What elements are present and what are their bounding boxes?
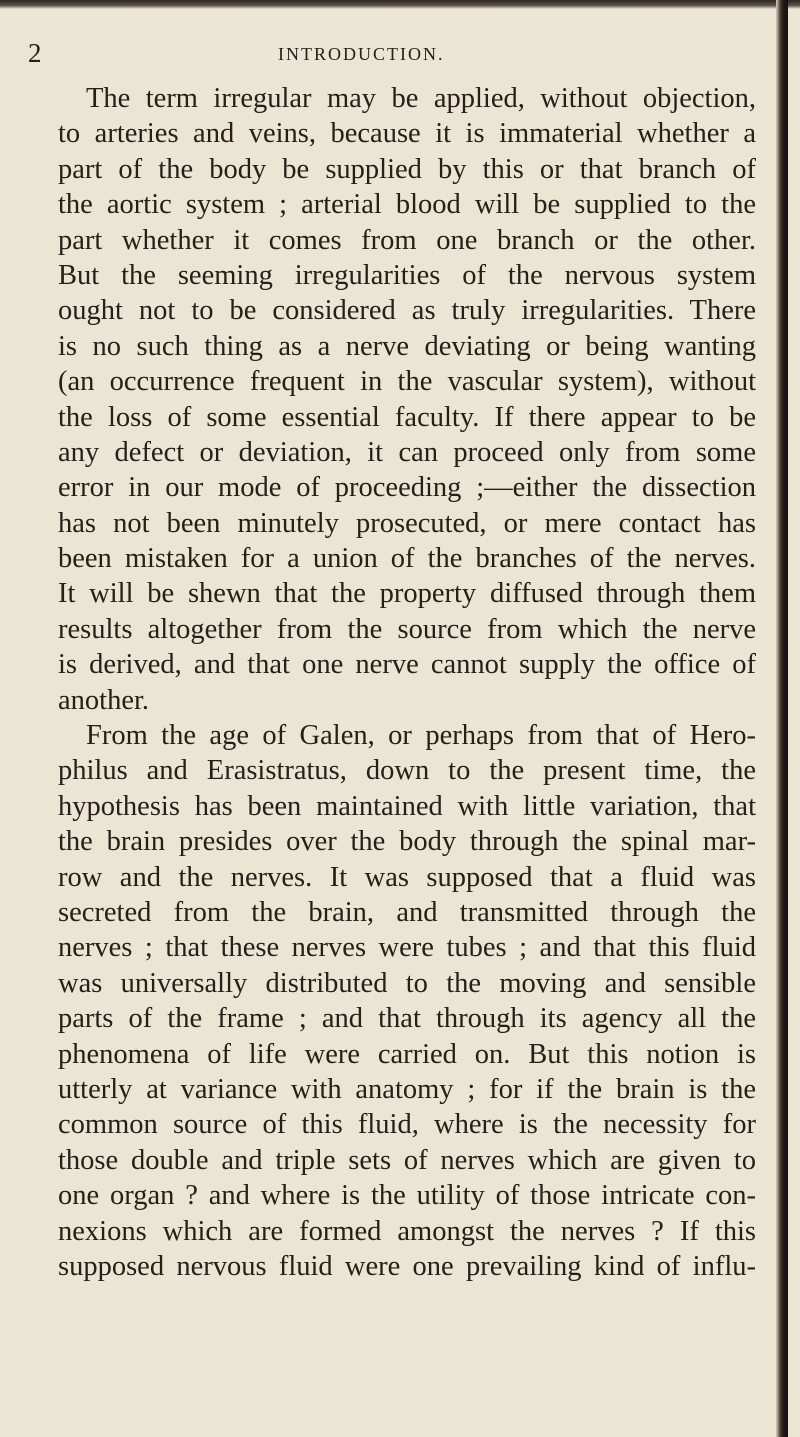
text-line: to arteries and veins, because it is immaterial whether a — [58, 118, 756, 150]
body-text — [58, 81, 756, 1284]
text-line: supposed nervous fluid were one prevailing kind of influ- — [58, 1250, 756, 1282]
text-line: secreted from the brain, and transmitted through the — [58, 896, 756, 928]
text-line: But the seeming irregularities of the nervous system — [58, 259, 756, 291]
page-header — [28, 38, 768, 68]
text-line: has not been minutely prosecuted, or mere contact has — [58, 507, 756, 539]
text-line: parts of the frame ; and that through its agency all the — [58, 1003, 756, 1035]
text-line: (an occurrence frequent in the vascular system), without — [58, 366, 756, 398]
text-line: those double and triple sets of nerves which are given to — [58, 1144, 756, 1176]
text-line: the loss of some essential faculty. If there appear to be — [58, 401, 756, 433]
text-line: ought not to be considered as truly irregularities. There — [58, 295, 756, 327]
text-line: part whether it comes from one branch or the other. — [58, 224, 756, 256]
text-line: nexions which are formed amongst the nerves ? If this — [58, 1215, 756, 1247]
running-head: INTRODUCTION. — [278, 44, 445, 64]
text-line: From the age of Galen, or perhaps from that of Hero- — [86, 720, 756, 752]
text-line: The term irregular may be applied, without objection, — [86, 83, 756, 114]
text-line: was universally distributed to the moving and sensible — [58, 967, 756, 999]
page-top-shadow — [0, 0, 800, 9]
text-line: the brain presides over the body through the spinal mar- — [58, 826, 756, 858]
text-line: is no such thing as a nerve deviating or being wanting — [58, 330, 756, 362]
text-line: error in our mode of proceeding ;—either the dissection — [58, 472, 756, 504]
text-line: another. — [58, 684, 150, 716]
text-line: It will be shewn that the property diffused through them — [58, 578, 756, 610]
text-line: results altogether from the source from which the nerve — [58, 613, 756, 645]
text-line: hypothesis has been maintained with little variation, that — [58, 790, 756, 822]
text-line: philus and Erasistratus, down to the present time, the — [58, 755, 756, 787]
page-number: 2 — [28, 38, 42, 68]
text-line: any defect or deviation, it can proceed only from some — [58, 436, 756, 468]
text-line: phenomena of life were carried on. But this notion is — [58, 1038, 756, 1070]
text-line: utterly at variance with anatomy ; for if the brain is the — [58, 1073, 756, 1105]
text-line: row and the nerves. It was supposed that a fluid was — [58, 861, 756, 893]
text-line: part of the body be supplied by this or that branch of — [58, 153, 756, 185]
text-line: is derived, and that one nerve cannot supply the office of — [58, 649, 756, 681]
text-line: the aortic system ; arterial blood will be supplied to the — [58, 189, 756, 221]
page-binding-edge — [776, 0, 788, 1437]
text-line: been mistaken for a union of the branches of the nerves. — [58, 543, 756, 575]
text-line: nerves ; that these nerves were tubes ; and that this fluid — [58, 932, 756, 964]
text-line: one organ ? and where is the utility of those intricate con- — [58, 1180, 756, 1212]
text-line: common source of this fluid, where is the necessity for — [58, 1109, 756, 1141]
